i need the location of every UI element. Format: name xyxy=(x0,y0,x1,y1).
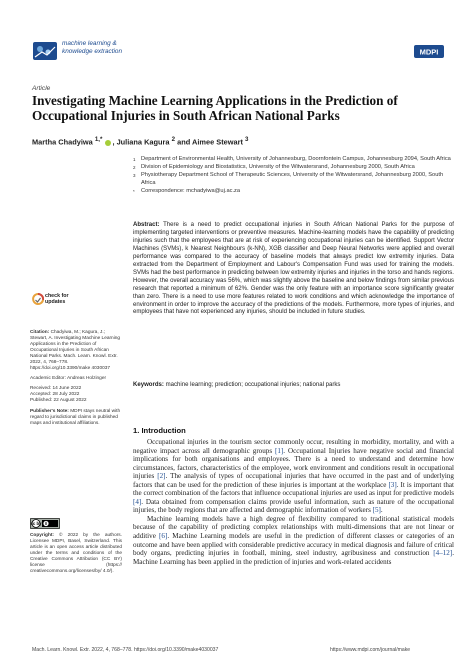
keywords-label: Keywords: xyxy=(133,382,164,388)
abstract-text: There is a need to predict occupational injuries in South African National Parks for the purpose of implementing targeted interventions or preventive measures. Machine-learning models have the capability of predicting injuries such that the employees that are at risk of experiencing occupational injuries can be identified. Support Vector Machines (SVMs), k Nearest Neighbours (k-NN), XGB classifier and Deep Neural Networks were applied and overall performance was compared to the accuracy of baseline models that always predict low extremity injuries. Data extracted from the Department of Employment and Labour's Compensation Fund was used for training the models. SVMs had the best performance in predicting between low extremity injuries and injuries in the torso and hands regions. However, the overall accuracy was 56%, which was slightly above the baseline and below findings from similar previous research that reported a minimum of 62%. Gender was the only feature with an importance score significantly greater than zero. There is a need to use more features related to work conditions and which acknowledge the importance of environment in order to improve the accuracy of the predictions of the models. Furthermore, more types of injuries, and employees that have not experienced any injuries, should be included in future studies. xyxy=(133,222,454,316)
journal-name xyxy=(62,40,152,56)
abstract xyxy=(133,222,454,317)
paragraph xyxy=(133,438,454,515)
keywords-text: machine learning; prediction; occupational injuries; national parks xyxy=(165,382,341,388)
reference-link[interactable]: [4] xyxy=(133,497,142,506)
journal-name-line2: knowledge extraction xyxy=(62,48,123,55)
paragraph-text: . Machine Learning has been applied in the prediction of injuries and work-related accidents xyxy=(133,549,454,566)
author-name: Juliana Kagura xyxy=(116,137,170,147)
paper-title: Investigating Machine Learning Applications in the Prediction of Occupational Injuries in South African National Parks xyxy=(32,93,398,124)
author-list: Martha Chadyiwa $^{1,*}$ , Juliana Kagura $^2$ and Aimee Stewart $^3$ xyxy=(32,136,249,147)
affiliation-number: 2 xyxy=(133,164,136,170)
affiliation-text: Department of Environmental Health, University of Johannesburg, Doornfontein Campus, Johannesburg 2094, South Africa xyxy=(141,156,451,162)
cc-by-license-icon[interactable] xyxy=(30,518,60,529)
published-date: Published: 22 August 2022 xyxy=(30,398,87,404)
affiliation-text: Division of Epidemiology and Biostatistics, University of the Witwatersrand, Johannesburg 2000, South Africa xyxy=(141,163,415,170)
paragraph-text: . Occupational Injuries have negative social and financial implications for both organisations and employees. There is a need to understand and determine how circumstances, factors, characteristics of the employee, work environment and conditions result in occupational injuries xyxy=(133,446,454,481)
paragraph-text: . The analysis of types of occupational injuries that have occurred in the past and of underlying factors that can be used for the prediction of these injuries is important at the workplace xyxy=(133,472,454,489)
author-name: Aimee Stewart xyxy=(192,137,243,147)
abstract-label: Abstract: xyxy=(133,222,160,228)
author-affiliation-marker: 2 xyxy=(171,136,176,143)
footer-journal-url[interactable]: https://www.mdpi.com/journal/make xyxy=(330,647,411,653)
reference-link[interactable]: [2] xyxy=(157,472,166,481)
check-for-updates-line2: updates xyxy=(45,299,66,305)
keywords xyxy=(133,382,454,390)
affiliation-text: Physiotherapy Department School of Therapeutic Sciences, University of the Witwatersrand, Johannesburg 2000, South Africa xyxy=(141,171,444,186)
publisher-logo-text: MDPI xyxy=(419,47,439,57)
accepted-date: Accepted: 28 July 2022 xyxy=(30,392,80,398)
author-name: Martha Chadyiwa xyxy=(32,137,93,147)
paragraph-text: . Data obtained from compensation claims provide useful information, such as nature of the occupational injuries, the body regions that are affected and demographic information of workers xyxy=(133,497,454,515)
reference-link[interactable]: [1] xyxy=(275,446,284,455)
paragraph-text: . Machine Learning models are useful in the prediction of different classes or categories of an outcome and have been applied with considerable predictive accuracy in medical diagnosis and failure of critical body organs, predicting injuries in football, mining, steel industry, agribusiness and construction xyxy=(133,532,454,558)
article-type: Article xyxy=(32,85,51,92)
paragraph-text: . xyxy=(380,506,383,515)
section-heading: 1. Introduction xyxy=(133,426,186,435)
publisher-logo xyxy=(414,45,444,58)
paragraph xyxy=(133,515,454,566)
article-sidebar xyxy=(30,330,122,431)
orcid-icon[interactable] xyxy=(105,140,111,146)
footer-citation[interactable]: Mach. Learn. Knowl. Extr. 2022, 4, 768–778. https://doi.org/10.3390/make4030037 xyxy=(32,647,219,653)
journal-logo xyxy=(32,40,58,62)
citation-text[interactable]: Chadyiwa, M.; Kagura, J.; Stewart, A. Investigating Machine Learning Applications in the Prediction of Occupational Injuries in South African National Parks. Mach. Learn. Knowl. Extr. 2022, 4, 768–778. https://doi.org/10.3390/make 4030037 xyxy=(30,330,121,372)
journal-name-line1: machine learning & xyxy=(62,40,117,47)
publisher-note-text: MDPI stays neutral with regard to jurisdictional claims in published maps and institutional affiliations. xyxy=(30,408,121,426)
author-affiliation-marker: 3 xyxy=(245,136,249,143)
affiliation-number: 1 xyxy=(133,157,136,162)
citation-label: Citation: xyxy=(30,330,50,335)
reference-link[interactable]: [3] xyxy=(388,480,397,489)
reference-link[interactable]: [4–12] xyxy=(433,549,453,558)
cc-badge-text: cc by xyxy=(30,521,42,527)
paragraph-text: Machine learning models have a high degree of flexibility compared to traditional statistical models because of the capability of predicting complex relationships with multi-dimensions that are not linear or additive xyxy=(133,514,454,541)
copyright-text: © 2022 by the authors. Licensee MDPI, Basel, Switzerland. This article is an open access article distributed under the terms and conditions of the Creative Commons Attribution (CC BY) license (https:// creativecommons.org/licenses/by/ 4.0/). xyxy=(30,533,122,575)
check-for-updates-line1: check for xyxy=(45,293,69,299)
check-for-updates-label[interactable] xyxy=(45,293,69,305)
affiliation-number: * xyxy=(133,188,135,194)
affiliation-item xyxy=(133,164,453,172)
received-date: Received: 14 June 2022 xyxy=(30,386,82,392)
paragraph-text: Occupational injuries in the tourism sector commonly occur, resulting in morbidity, mortality, and with a negative impact across all demographic groups xyxy=(133,438,454,455)
affiliation-item xyxy=(133,156,453,164)
affiliation-number: 3 xyxy=(133,172,136,178)
citation xyxy=(30,330,122,372)
affiliation-item xyxy=(133,172,453,188)
publisher-note-label: Publisher's Note: xyxy=(30,408,69,414)
publisher-note xyxy=(30,409,122,427)
copyright-label: Copyright: xyxy=(30,533,55,538)
paragraph-text: . It is important that the correct combination of the factors that influence occupational injuries are used as input for predictive models xyxy=(133,480,454,498)
introduction-body xyxy=(133,438,454,566)
publication-dates xyxy=(30,386,122,404)
reference-link[interactable]: [6] xyxy=(159,532,168,541)
reference-link[interactable]: [5] xyxy=(372,506,381,515)
affiliation-item xyxy=(133,188,453,196)
copyright-notice xyxy=(30,533,122,575)
academic-editor xyxy=(30,376,122,382)
check-for-updates-icon[interactable] xyxy=(32,293,44,309)
author-affiliation-marker: 1,* xyxy=(94,136,103,143)
affiliations xyxy=(133,156,453,196)
academic-editor-name: Andreas Holzinger xyxy=(66,376,107,382)
academic-editor-label: Academic Editor: xyxy=(30,376,66,382)
correspondence-email[interactable]: Correspondence: mchadyiwa@uj.ac.za xyxy=(141,187,241,194)
